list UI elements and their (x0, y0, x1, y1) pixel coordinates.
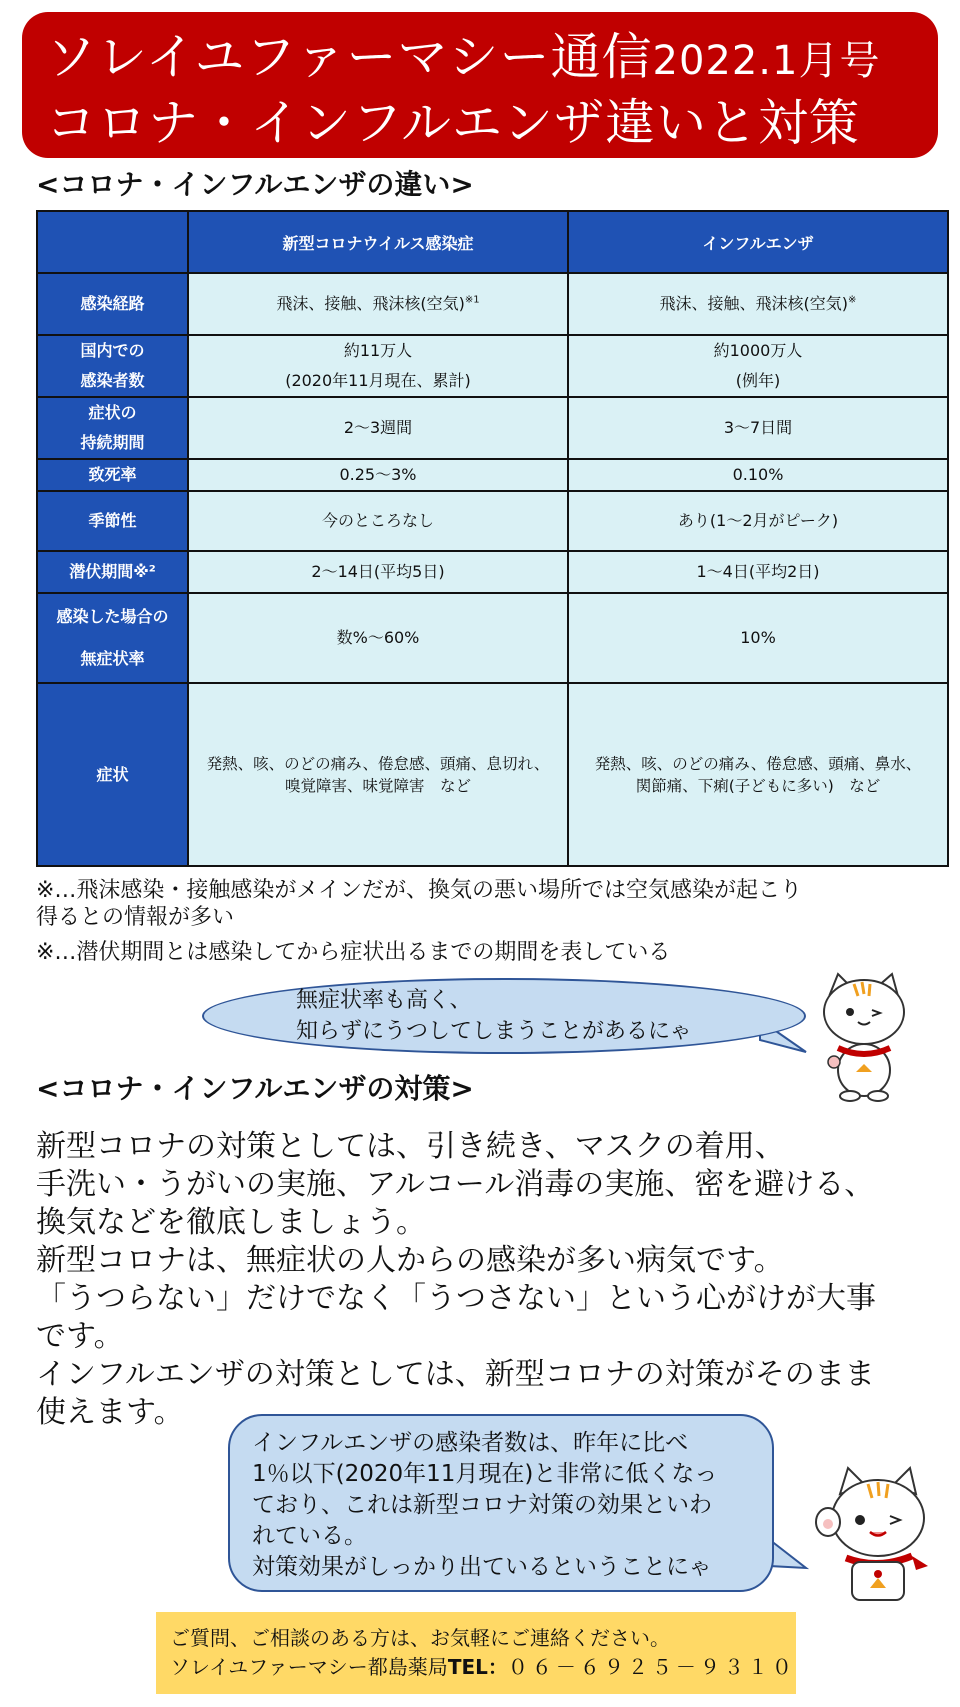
corona-cell: 発熱、咳、のどの痛み、倦怠感、頭痛、息切れ、 嗅覚障害、味覚障害 など (188, 683, 568, 866)
header-empty (37, 211, 188, 273)
corona-cell: 数%～60% (188, 593, 568, 683)
corona-cell: 飛沫、接触、飛沫核(空気)$^{※1}$ (188, 273, 568, 335)
section-heading-difference: <コロナ・インフルエンザの違い> (36, 168, 474, 201)
measures-body-text: 新型コロナの対策としては、引き続き、マスクの着用、 手洗い・うがいの実施、アルコール消毒の実施、密を避ける、 換気などを徹底しましょう。 新型コロナは、無症状の人からの感染が多い病気です。 「うつらない」だけでなく「うつさない」という心がけが大事 です。 インフルエンザの対策としては、新型コロナの対策がそのまま 使えます。 (36, 1129, 876, 1430)
contact-message: ご質問、ご相談のある方は、お気軽にご連絡ください。 (170, 1626, 670, 1650)
flu-cell: 1～4日(平均2日) (568, 551, 948, 593)
speech-bubble-1-text: 無症状率も高く、 知らずにうつしてしまうことがあるにゃ (296, 988, 692, 1044)
tel-label: TEL： (447, 1655, 508, 1679)
title-banner (22, 12, 938, 158)
title-line-2: コロナ・インフルエンザ違いと対策 (46, 94, 860, 152)
flu-cell: あり(1～2月がピーク) (568, 491, 948, 551)
contact-phone-line (170, 1653, 796, 1682)
header-corona: 新型コロナウイルス感染症 (188, 211, 568, 273)
row-label: 季節性 (37, 491, 188, 551)
footnote-mark: ※1 (464, 294, 480, 306)
row-label: 症状 (37, 683, 188, 866)
speech-bubble-2: インフルエンザの感染者数は、昨年に比べ 1％以下(2020年11月現在)と非常に低くなっ ており、これは新型コロナ対策の効果といわ れている。 対策効果がしっかり出ているということにゃ (228, 1414, 774, 1592)
newsletter-name: ソレイユファーマシー通信 (46, 28, 653, 86)
contact-box (156, 1612, 796, 1694)
table-header-row (37, 211, 948, 273)
row-label: 感染した場合の 無症状率 (37, 593, 188, 683)
corona-cell: 今のところなし (188, 491, 568, 551)
pharmacy-name: ソレイユファーマシー都島薬局 (170, 1655, 448, 1679)
row-label: 国内での 感染者数 (37, 335, 188, 397)
footnote-mark: ※ (848, 294, 857, 306)
corona-cell: 約11万人 (2020年11月現在、累計) (188, 335, 568, 397)
comparison-table (36, 210, 949, 867)
phone-number[interactable]: ０６－６９２５－９３１０ (507, 1655, 796, 1679)
table-row (37, 683, 948, 866)
flu-cell: 飛沫、接触、飛沫核(空気)※ (568, 273, 948, 335)
table-row (37, 491, 948, 551)
header-flu: インフルエンザ (568, 211, 948, 273)
flu-cell: 10% (568, 593, 948, 683)
table-row (37, 273, 948, 335)
table-row (37, 459, 948, 491)
row-label: 症状の 持続期間 (37, 397, 188, 459)
row-label: 潜伏期間※² (37, 551, 188, 593)
flu-cell: 発熱、咳、のどの痛み、倦怠感、頭痛、鼻水、 関節痛、下痢(子どもに多い) など (568, 683, 948, 866)
table-row (37, 593, 948, 683)
section-heading-measures: <コロナ・インフルエンザの対策> (36, 1072, 474, 1105)
table-row (37, 335, 948, 397)
footnote-1: ※…飛沫感染・接触感染がメインだが、換気の悪い場所では空気感染が起こり 得るとの情報が多い (36, 878, 802, 930)
corona-cell: 0.25～3% (188, 459, 568, 491)
flu-cell: 0.10% (568, 459, 948, 491)
row-label: 感染経路 (37, 273, 188, 335)
cat-mascot-waving-icon (812, 1462, 942, 1602)
title-line-1 (46, 26, 938, 92)
corona-cell: 2～3週間 (188, 397, 568, 459)
cat-mascot-icon (816, 972, 914, 1102)
table-row (37, 551, 948, 593)
issue-label: 2022.1月号 (652, 38, 881, 84)
footnote-2: ※…潜伏期間とは感染してから症状出るまでの期間を表している (36, 940, 671, 965)
flu-cell: 3～7日間 (568, 397, 948, 459)
row-label: 致死率 (37, 459, 188, 491)
corona-cell: 2～14日(平均5日) (188, 551, 568, 593)
table-row (37, 397, 948, 459)
flu-cell: 約1000万人 (例年) (568, 335, 948, 397)
